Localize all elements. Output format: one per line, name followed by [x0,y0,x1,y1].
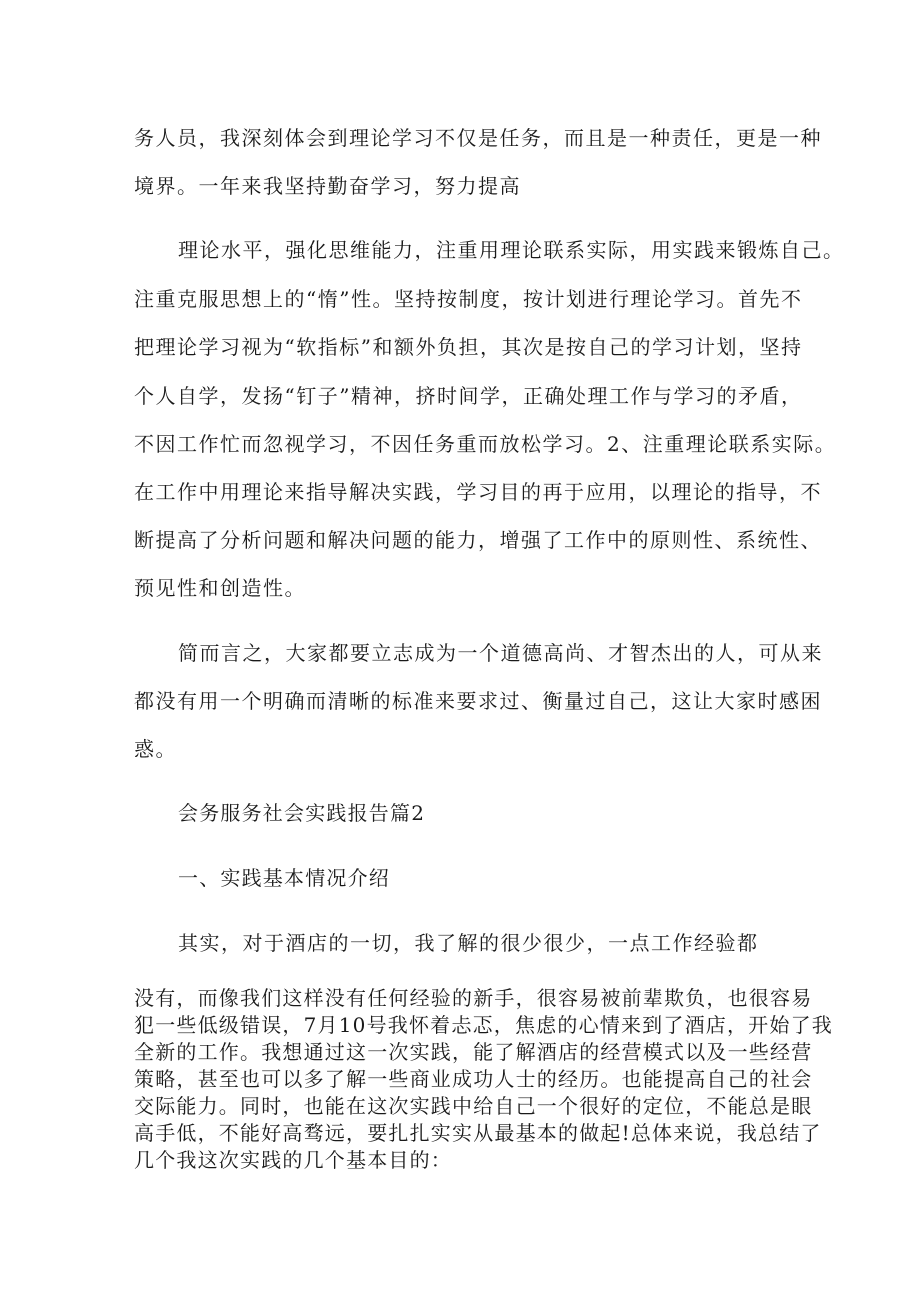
paragraph-3-line-1: 简而言之，大家都要立志成为一个道德高尚、才智杰出的人，可从来 [178,641,823,665]
paragraph-5-line-6: 高手低，不能好高骛远，要扎扎实实从最基本的做起!总体来说，我总结了 [134,1121,822,1145]
paragraph-2-line-2: 注重克服思想上的“惰”性。坚持按制度，按计划进行理论学习。首先不 [134,287,803,311]
paragraph-2-line-6: 在工作中用理论来指导解决实践，学习目的再于应用，以理论的指导，不 [134,480,822,504]
paragraph-5-line-7: 几个我这次实践的几个基本目的： [134,1148,452,1172]
paragraph-2-line-4: 个人自学，发扬“钉子”精神，挤时间学，正确处理工作与学习的矛盾， [134,384,803,408]
paragraph-5-line-4: 策略，甚至也可以多了解一些商业成功人士的经历。也能提高自己的社会 [134,1067,813,1091]
paragraph-5-line-3: 全新的工作。我想通过这一次实践，能了解酒店的经营模式以及一些经营 [134,1040,813,1064]
paragraph-1-line-1: 务人员，我深刻体会到理论学习不仅是任务，而且是一种责任，更是一种 [134,126,822,150]
paragraph-3-line-3: 惑。 [134,737,177,761]
paragraph-2-line-1: 理论水平，强化思维能力，注重用理论联系实际，用实践来锻炼自己。 [178,238,845,262]
paragraph-2-line-5: 不因工作忙而忽视学习，不因任务重而放松学习。2、注重理论联系实际。 [134,432,837,456]
paragraph-4-line-1: 其实，对于酒店的一切，我了解的很少很少，一点工作经验都 [178,931,759,955]
paragraph-3-line-2: 都没有用一个明确而清晰的标准来要求过、衡量过自己，这让大家时感困 [134,689,822,713]
paragraph-2-line-3: 把理论学习视为“软指标”和额外负担，其次是按自己的学习计划，坚持 [134,335,803,359]
subsection-title: 一、实践基本情况介绍 [178,866,390,890]
paragraph-1-line-2: 境界。一年来我坚持勤奋学习，努力提高 [134,174,521,198]
paragraph-5-line-2: 犯一些低级错误，7月10号我怀着忐忑，焦虑的心情来到了酒店，开始了我 [134,1013,833,1037]
paragraph-2-line-7: 断提高了分析问题和解决问题的能力，增强了工作中的原则性、系统性、 [134,528,822,552]
paragraph-5-line-5: 交际能力。同时，也能在这次实践中给自己一个很好的定位，不能总是眼 [134,1094,813,1118]
section-title: 会务服务社会实践报告篇2 [178,801,426,825]
paragraph-5-line-1: 没有，而像我们这样没有任何经验的新手，很容易被前辈欺负，也很容易 [134,986,813,1010]
paragraph-2-line-8: 预见性和创造性。 [134,576,306,600]
